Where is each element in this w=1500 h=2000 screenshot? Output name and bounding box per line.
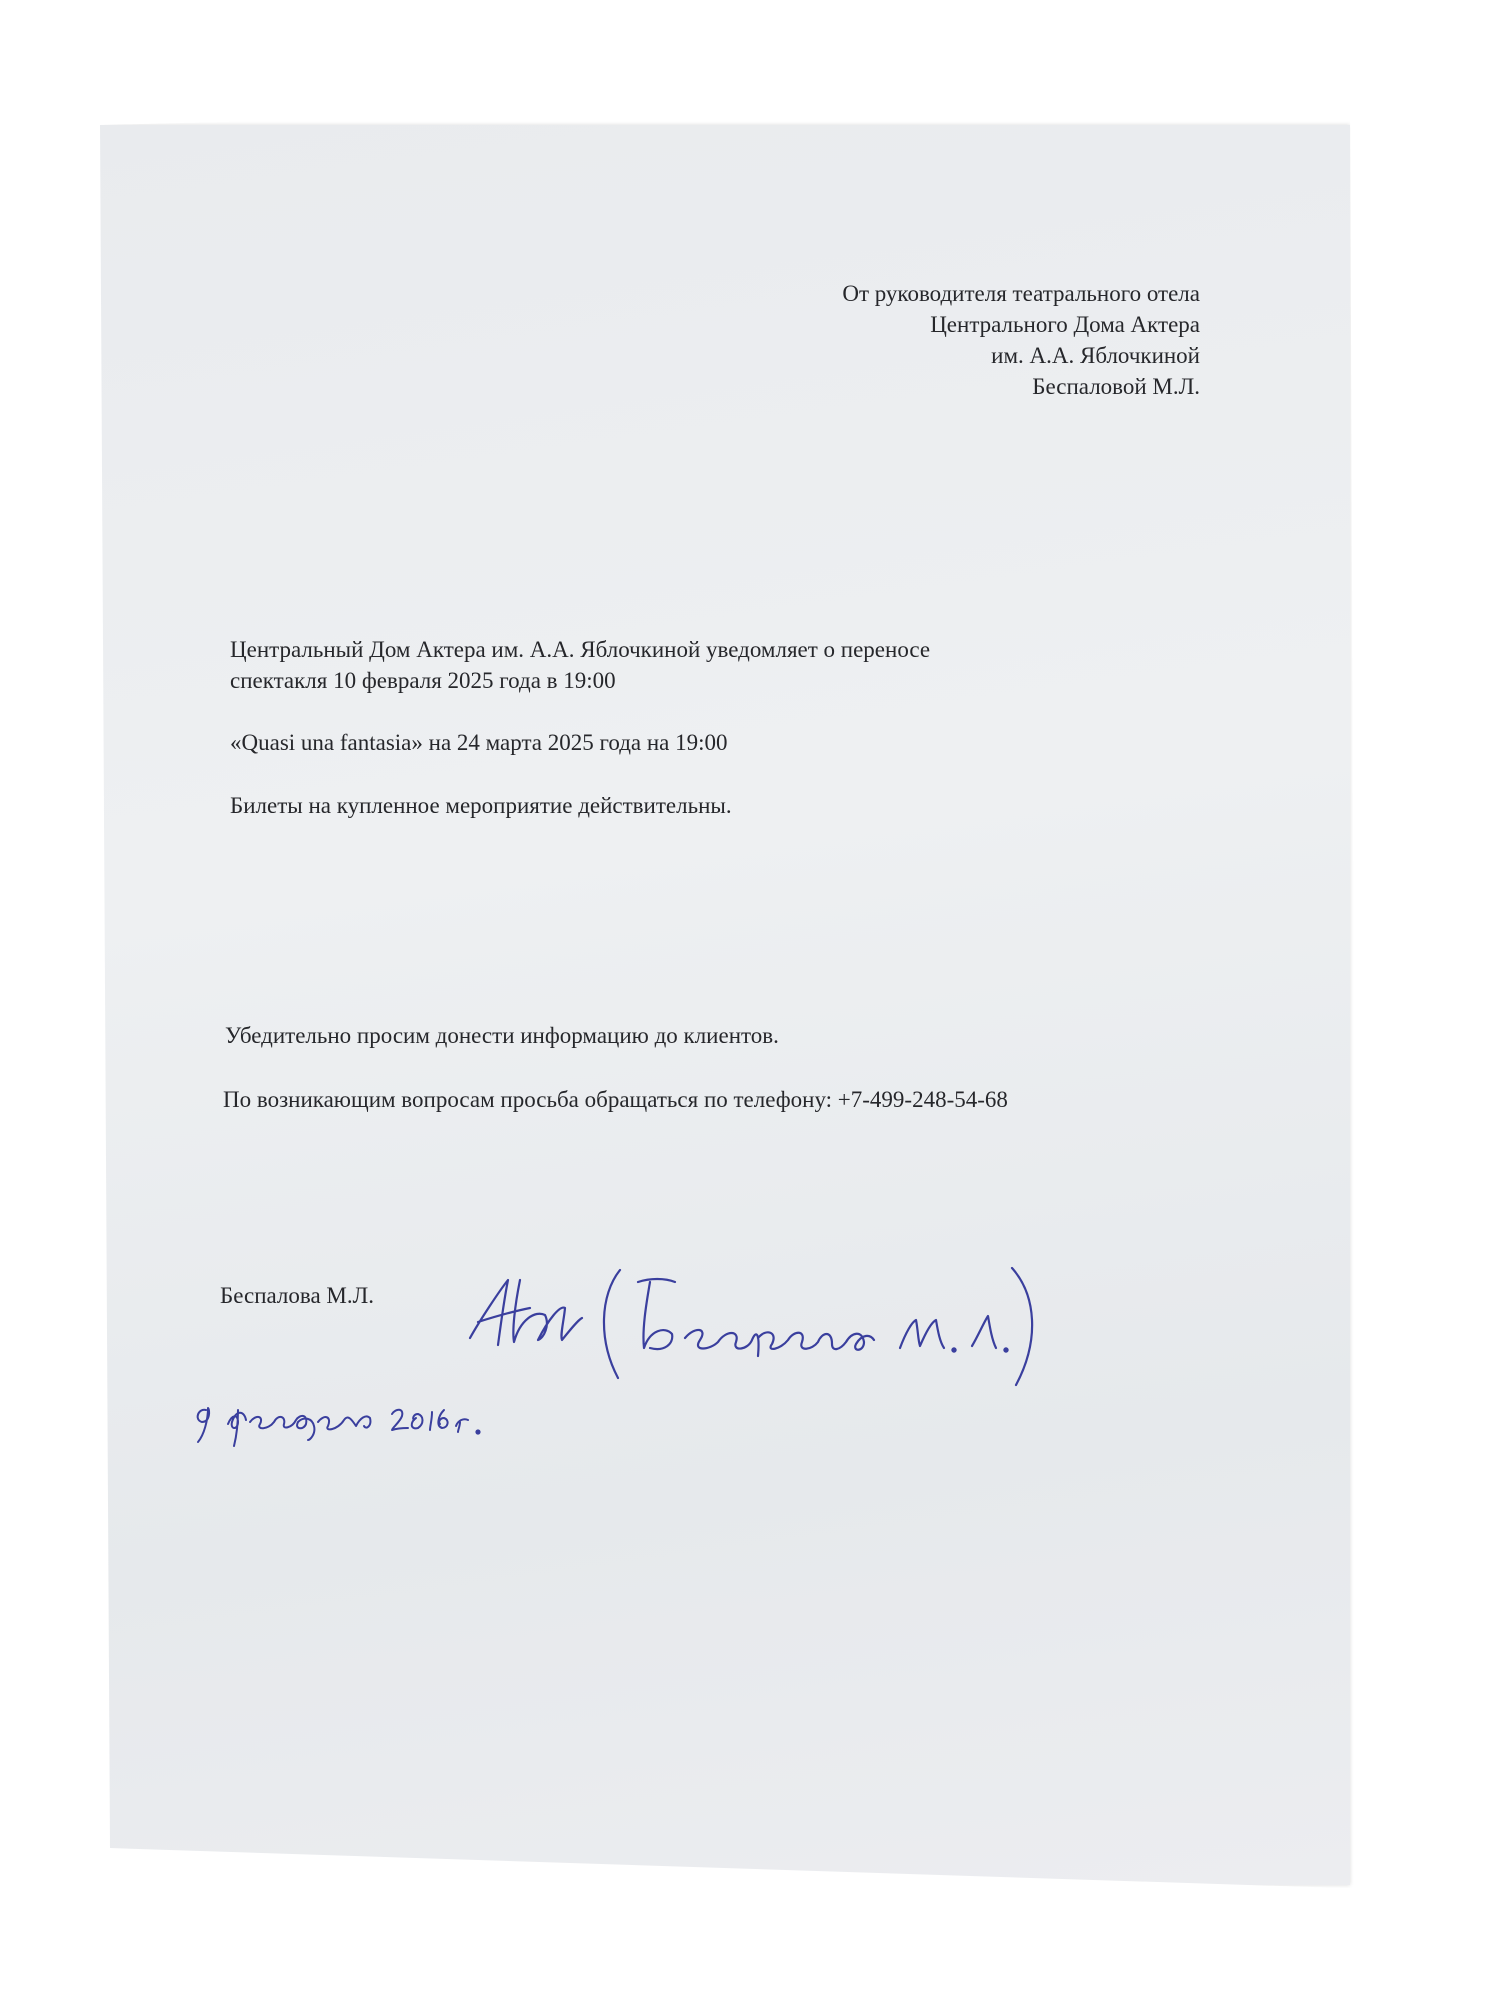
notice-paragraph-line-2: спектакля 10 февраля 2025 года в 19:00	[230, 668, 616, 693]
sender-line-2: Центрального Дома Актера	[930, 312, 1200, 337]
contact-paragraph: По возникающим вопросам просьба обращаться по телефону: +7-499-248-54-68	[223, 1087, 1008, 1112]
sender-block	[842, 278, 1200, 402]
sender-line-4: Беспаловой М.Л.	[1032, 374, 1200, 399]
signatory-name: Беспалова М.Л.	[220, 1283, 374, 1308]
notice-paragraph-line-1: Центральный Дом Актера им. А.А. Яблочкиной уведомляет о переносе	[230, 637, 931, 662]
sender-line-3: им. А.А. Яблочкиной	[991, 343, 1200, 368]
tickets-valid-paragraph: Билеты на купленное мероприятие действительны.	[230, 793, 732, 818]
request-paragraph: Убедительно просим донести информацию до клиентов.	[225, 1023, 779, 1048]
new-date-paragraph: «Quasi una fantasia» на 24 марта 2025 года на 19:00	[230, 730, 728, 755]
sender-line-1: От руководителя театрального отела	[842, 281, 1200, 306]
